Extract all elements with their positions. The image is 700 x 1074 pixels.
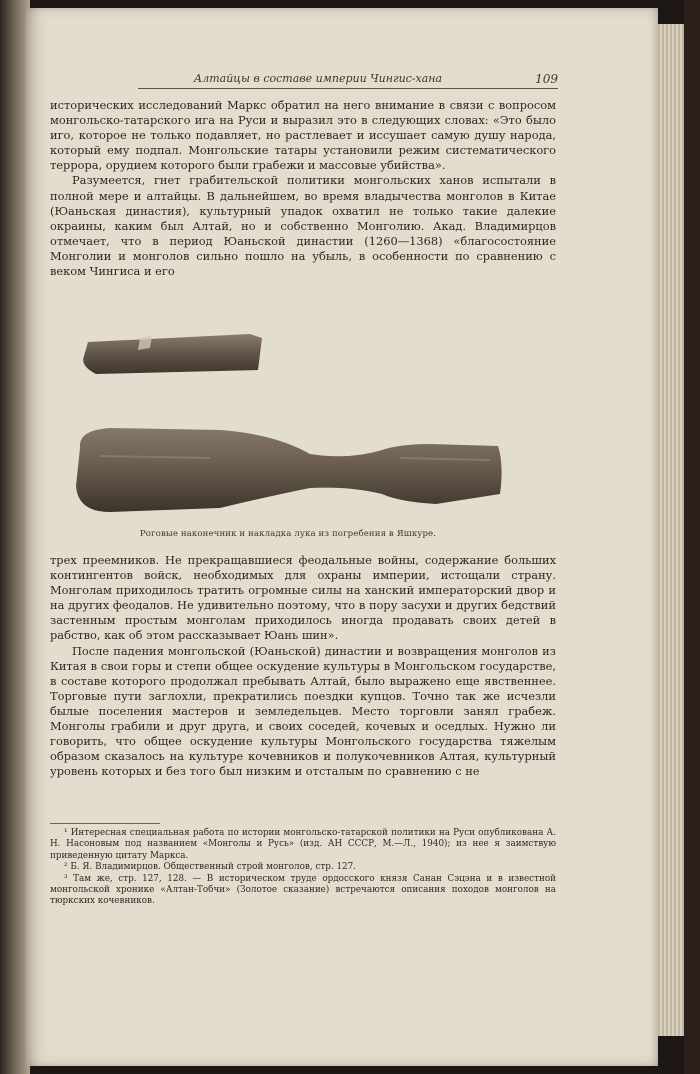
footnote: ¹ Интересная специальная работа по истории монгольско-татарской политики на Руси опубликована А. Н. Насоновым под названием «Монголы и Русь» (изд. АН СССР, М.—Л., 1940); из нее я заимствую приведенную цитату Маркса. (50, 828, 556, 861)
footnote-divider (50, 823, 160, 824)
bow-plate-artifact (76, 428, 502, 512)
footnote: ³ Там же, стр. 127, 128. — В историческом труде ордосского князя Санан Сэцэна и в известной монгольской хронике «Алтан-Тобчи» (Золотое сказание) встречаются описания походов монголов на тюркских кочевников. (50, 873, 556, 907)
footnote: ² Б. Я. Владимирцов. Общественный строй монголов, стр. 127. (64, 862, 357, 873)
body-text-after-figure (50, 553, 556, 779)
page-stack-edge (656, 24, 686, 1036)
paragraph: исторических исследований Маркс обратил на него внимание в связи с вопросом монгольско-татарского ига на Руси и выразил это в следующих словах: «Это было иго, которое не только подавляет, но растлевает и иссушает самую душу народа, который ему подпал. Монгольские татары установили режим систематического террора, орудием которого были грабежи и массовые убийства». (50, 98, 556, 173)
paragraph: трех преемников. Не прекращавшиеся феодальные войны, содержание больших контингентов войск, необходимых для охраны империи, истощали страну. Монголам приходилось тратить огромные силы на ханский императорский двор и на других феодалов. Не удивительно поэтому, что в пору засухи и других бедствий застенным простым монголам приходилось иногда продавать своих детей в рабство, как об этом рассказывает Юань шин». (50, 553, 556, 643)
body-text-before-figure (50, 98, 556, 279)
book-cover-edge (684, 0, 700, 1074)
paragraph: После падения монгольской (Юаньской) династии и возвращения монголов из Китая в свои горы и степи общее оскудение культуры в Монгольском государстве, в составе которого продолжал пребывать Алтай, было выражено еще явственнее. Торговые пути заглохли, прекратились поездки купцов. Точно так же исчезли былые поселения мастеров и земледельцев. Место торговли занял грабеж. Монголы грабили и друг друга, и своих соседей, кочевых и оседлых. Нужно ли говорить, что общее оскудение культуры Монгольского государства тяжелым образом сказалось на культуре кочевников и полукочевников Алтая, культурный уровень которых и без того был низким и отсталым по сравнению с не (50, 643, 556, 779)
figure-caption: Роговые наконечник и накладка лука из погребения в Яшкуре. (139, 529, 437, 539)
footnotes (50, 828, 556, 908)
running-header (138, 70, 558, 89)
paragraph: Разумеется, гнет грабительской политики монгольских ханов испытали в полной мере и алтайцы. В дальнейшем, во время владычества монголов в Китае (Юаньская династия), культурный упадок охватил не только такие далекие окраины, каким был Алтай, но и собственно Монголию. Акад. Владимирцов отмечает, что в период Юаньской династии (1260—1368) «благосостояние Монголии и монголов сильно пошло на убыль, в особенности по сравнению с веком Чингиса и его (50, 173, 556, 279)
page-number: 109 (535, 72, 558, 86)
running-title: Алтайцы в составе империи Чингис-хана (193, 72, 443, 85)
arrowhead-artifact (83, 334, 262, 374)
figure-bone-artifacts (70, 326, 510, 526)
artifact-illustration (70, 326, 510, 526)
